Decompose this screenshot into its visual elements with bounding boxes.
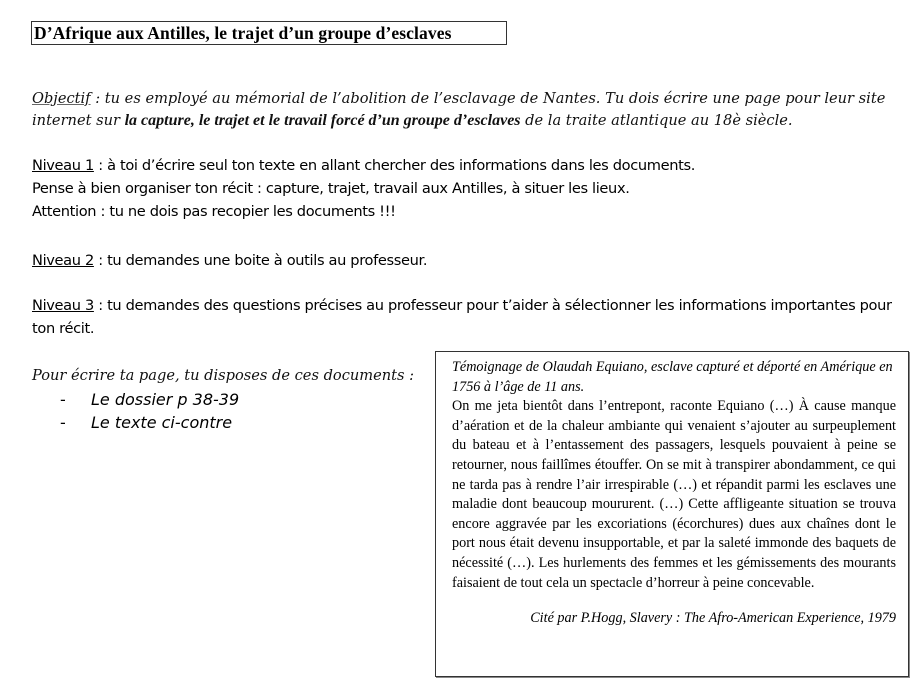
source-text: Le texte ci-contre: [91, 413, 233, 432]
testimony-box: [435, 351, 909, 677]
testimony-intro: Témoignage de Olaudah Equiano, esclave capturé et déporté en Amérique en 1756 à l’âge de 11 ans.: [452, 359, 893, 395]
level-3-separator: :: [93, 297, 108, 314]
objective-paragraph: [32, 88, 912, 132]
level-3-label: Niveau 3: [32, 297, 94, 314]
sources-list-item: [60, 411, 239, 434]
level-1-separator: :: [93, 157, 108, 174]
level-1-line-2: Pense à bien organiser ton récit : capture, trajet, travail aux Antilles, à situer les lieux.: [32, 180, 630, 197]
sources-label: Pour écrire ta page, tu disposes de ces documents :: [32, 367, 415, 384]
objective-text-before: tu es employé au mémorial de l’abolition de l’esclavage de Nantes. Tu dois écrire une page pour leur site internet sur: [32, 90, 886, 129]
level-2-label: Niveau 2: [32, 252, 94, 269]
level-3-text-1: tu demandes des questions précises au professeur pour t’aider à sélectionner les informations importantes pour ton récit.: [32, 297, 892, 337]
level-2-separator: :: [93, 252, 108, 269]
sources-list: [60, 388, 239, 434]
level-1-line-3: Attention : tu ne dois pas recopier les documents !!!: [32, 203, 396, 220]
level-1-line-1: [32, 154, 912, 177]
objective-label: Objectif: [32, 90, 91, 107]
level-1-label: Niveau 1: [32, 157, 94, 174]
bullet-dash-icon: -: [60, 390, 66, 409]
level-1-block: [32, 154, 912, 223]
level-2-line-1: [32, 249, 912, 272]
level-2-block: [32, 249, 912, 272]
level-3-block: [32, 294, 892, 340]
objective-bold-text: la capture, le trajet et le travail forcé d’un groupe d’esclaves: [124, 112, 521, 129]
testimony-citation: Cité par P.Hogg, Slavery : The Afro-American Experience, 1979: [530, 610, 896, 627]
sources-list-item: [60, 388, 239, 411]
objective-separator: :: [90, 90, 105, 107]
level-2-text-1: tu demandes une boite à outils au professeur.: [107, 252, 428, 269]
objective-text-after: de la traite atlantique au 18è siècle.: [520, 112, 793, 129]
level-1-text-1: à toi d’écrire seul ton texte en allant chercher des informations dans les documents.: [107, 157, 696, 174]
level-3-line-1: [32, 294, 892, 340]
testimony-text: On me jeta bientôt dans l’entrepont, raconte Equiano (…) À cause manque d’aération et de la chaleur ambiante qui venaient s’ajouter au surpeuplement du bateau et à l’entassement des passagers, lesquels pouvaient à peine se retourner, nous faillîmes étouffer. On se mit à transpirer abondamment, ce qui ne tarda pas à rendre l’air irrespirable (…) et répandit parmi les esclaves une maladie dont beaucoup moururent. (…) Cette affligeante situation se trouva encore aggravée par les excoriations (écorchures) dues aux chaînes dont le port nous était devenu insupportable, et par la saleté immonde des baquets de nécessité (…). Les hurlements des femmes et les gémissements des mourants faisaient de tout cela un spectacle d’horreur à peine concevable.: [452, 398, 896, 591]
page-title: D’Afrique aux Antilles, le trajet d’un groupe d’esclaves: [31, 21, 507, 45]
bullet-dash-icon: -: [60, 413, 66, 432]
source-text: Le dossier p 38-39: [91, 390, 240, 409]
